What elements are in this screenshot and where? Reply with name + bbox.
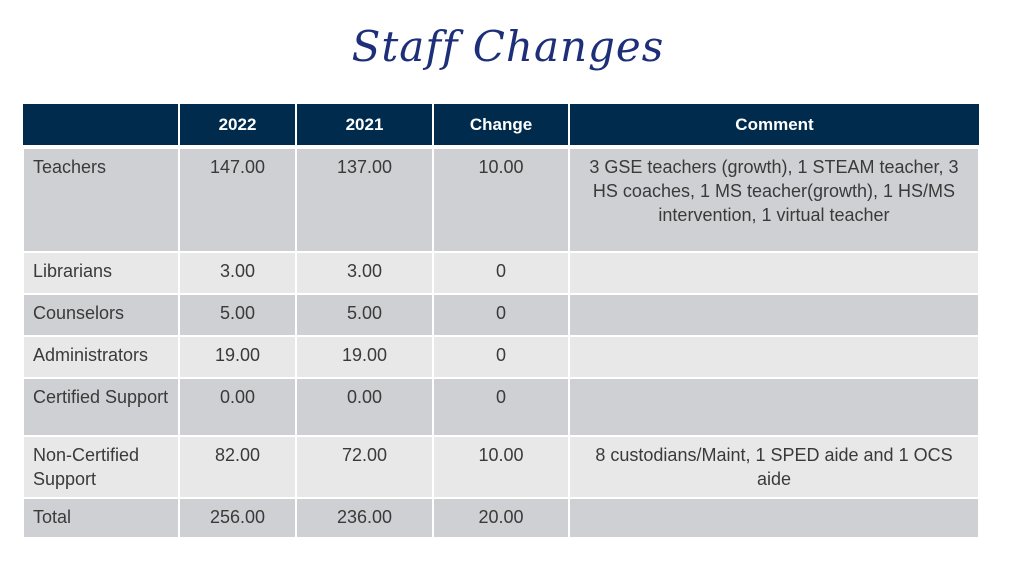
row-label: Teachers: [23, 147, 179, 252]
cell-comment: [569, 336, 979, 378]
cell-2022: 19.00: [179, 336, 296, 378]
cell-comment: [569, 378, 979, 436]
cell-2022: 256.00: [179, 498, 296, 538]
table-row-librarians: [23, 252, 979, 294]
cell-change: 0: [433, 252, 569, 294]
header-change: Change: [433, 104, 569, 147]
cell-change: 10.00: [433, 436, 569, 498]
header-2022: 2022: [179, 104, 296, 147]
table-row-certified-support: [23, 378, 979, 436]
row-label: Certified Support: [23, 378, 179, 436]
header-2021: 2021: [296, 104, 433, 147]
cell-2022: 0.00: [179, 378, 296, 436]
table-row-total: [23, 498, 979, 538]
cell-change: 10.00: [433, 147, 569, 252]
cell-change: 0: [433, 294, 569, 336]
cell-2021: 0.00: [296, 378, 433, 436]
cell-change: 0: [433, 336, 569, 378]
table-row-teachers: [23, 147, 979, 252]
cell-2021: 3.00: [296, 252, 433, 294]
staff-changes-table: [22, 104, 980, 539]
cell-change: 0: [433, 378, 569, 436]
header-comment: Comment: [569, 104, 979, 147]
cell-2021: 19.00: [296, 336, 433, 378]
slide-title: Staff Changes: [351, 22, 665, 71]
table-row-counselors: [23, 294, 979, 336]
cell-comment: [569, 294, 979, 336]
cell-comment: [569, 252, 979, 294]
row-label: Total: [23, 498, 179, 538]
cell-2022: 5.00: [179, 294, 296, 336]
cell-2021: 72.00: [296, 436, 433, 498]
row-label: Administrators: [23, 336, 179, 378]
table-header-row: [23, 104, 979, 147]
row-label: Counselors: [23, 294, 179, 336]
cell-change: 20.00: [433, 498, 569, 538]
cell-2021: 5.00: [296, 294, 433, 336]
row-label: Librarians: [23, 252, 179, 294]
cell-comment: [569, 498, 979, 538]
cell-2021: 137.00: [296, 147, 433, 252]
cell-comment: 8 custodians/Maint, 1 SPED aide and 1 OCS aide: [569, 436, 979, 498]
cell-2021: 236.00: [296, 498, 433, 538]
cell-2022: 3.00: [179, 252, 296, 294]
table-row-non-certified-support: [23, 436, 979, 498]
row-label: Non-Certified Support: [23, 436, 179, 498]
header-category: [23, 104, 179, 147]
cell-comment: 3 GSE teachers (growth), 1 STEAM teacher, 3 HS coaches, 1 MS teacher(growth), 1 HS/MS intervention, 1 virtual teacher: [569, 147, 979, 252]
cell-2022: 82.00: [179, 436, 296, 498]
cell-2022: 147.00: [179, 147, 296, 252]
table-row-administrators: [23, 336, 979, 378]
